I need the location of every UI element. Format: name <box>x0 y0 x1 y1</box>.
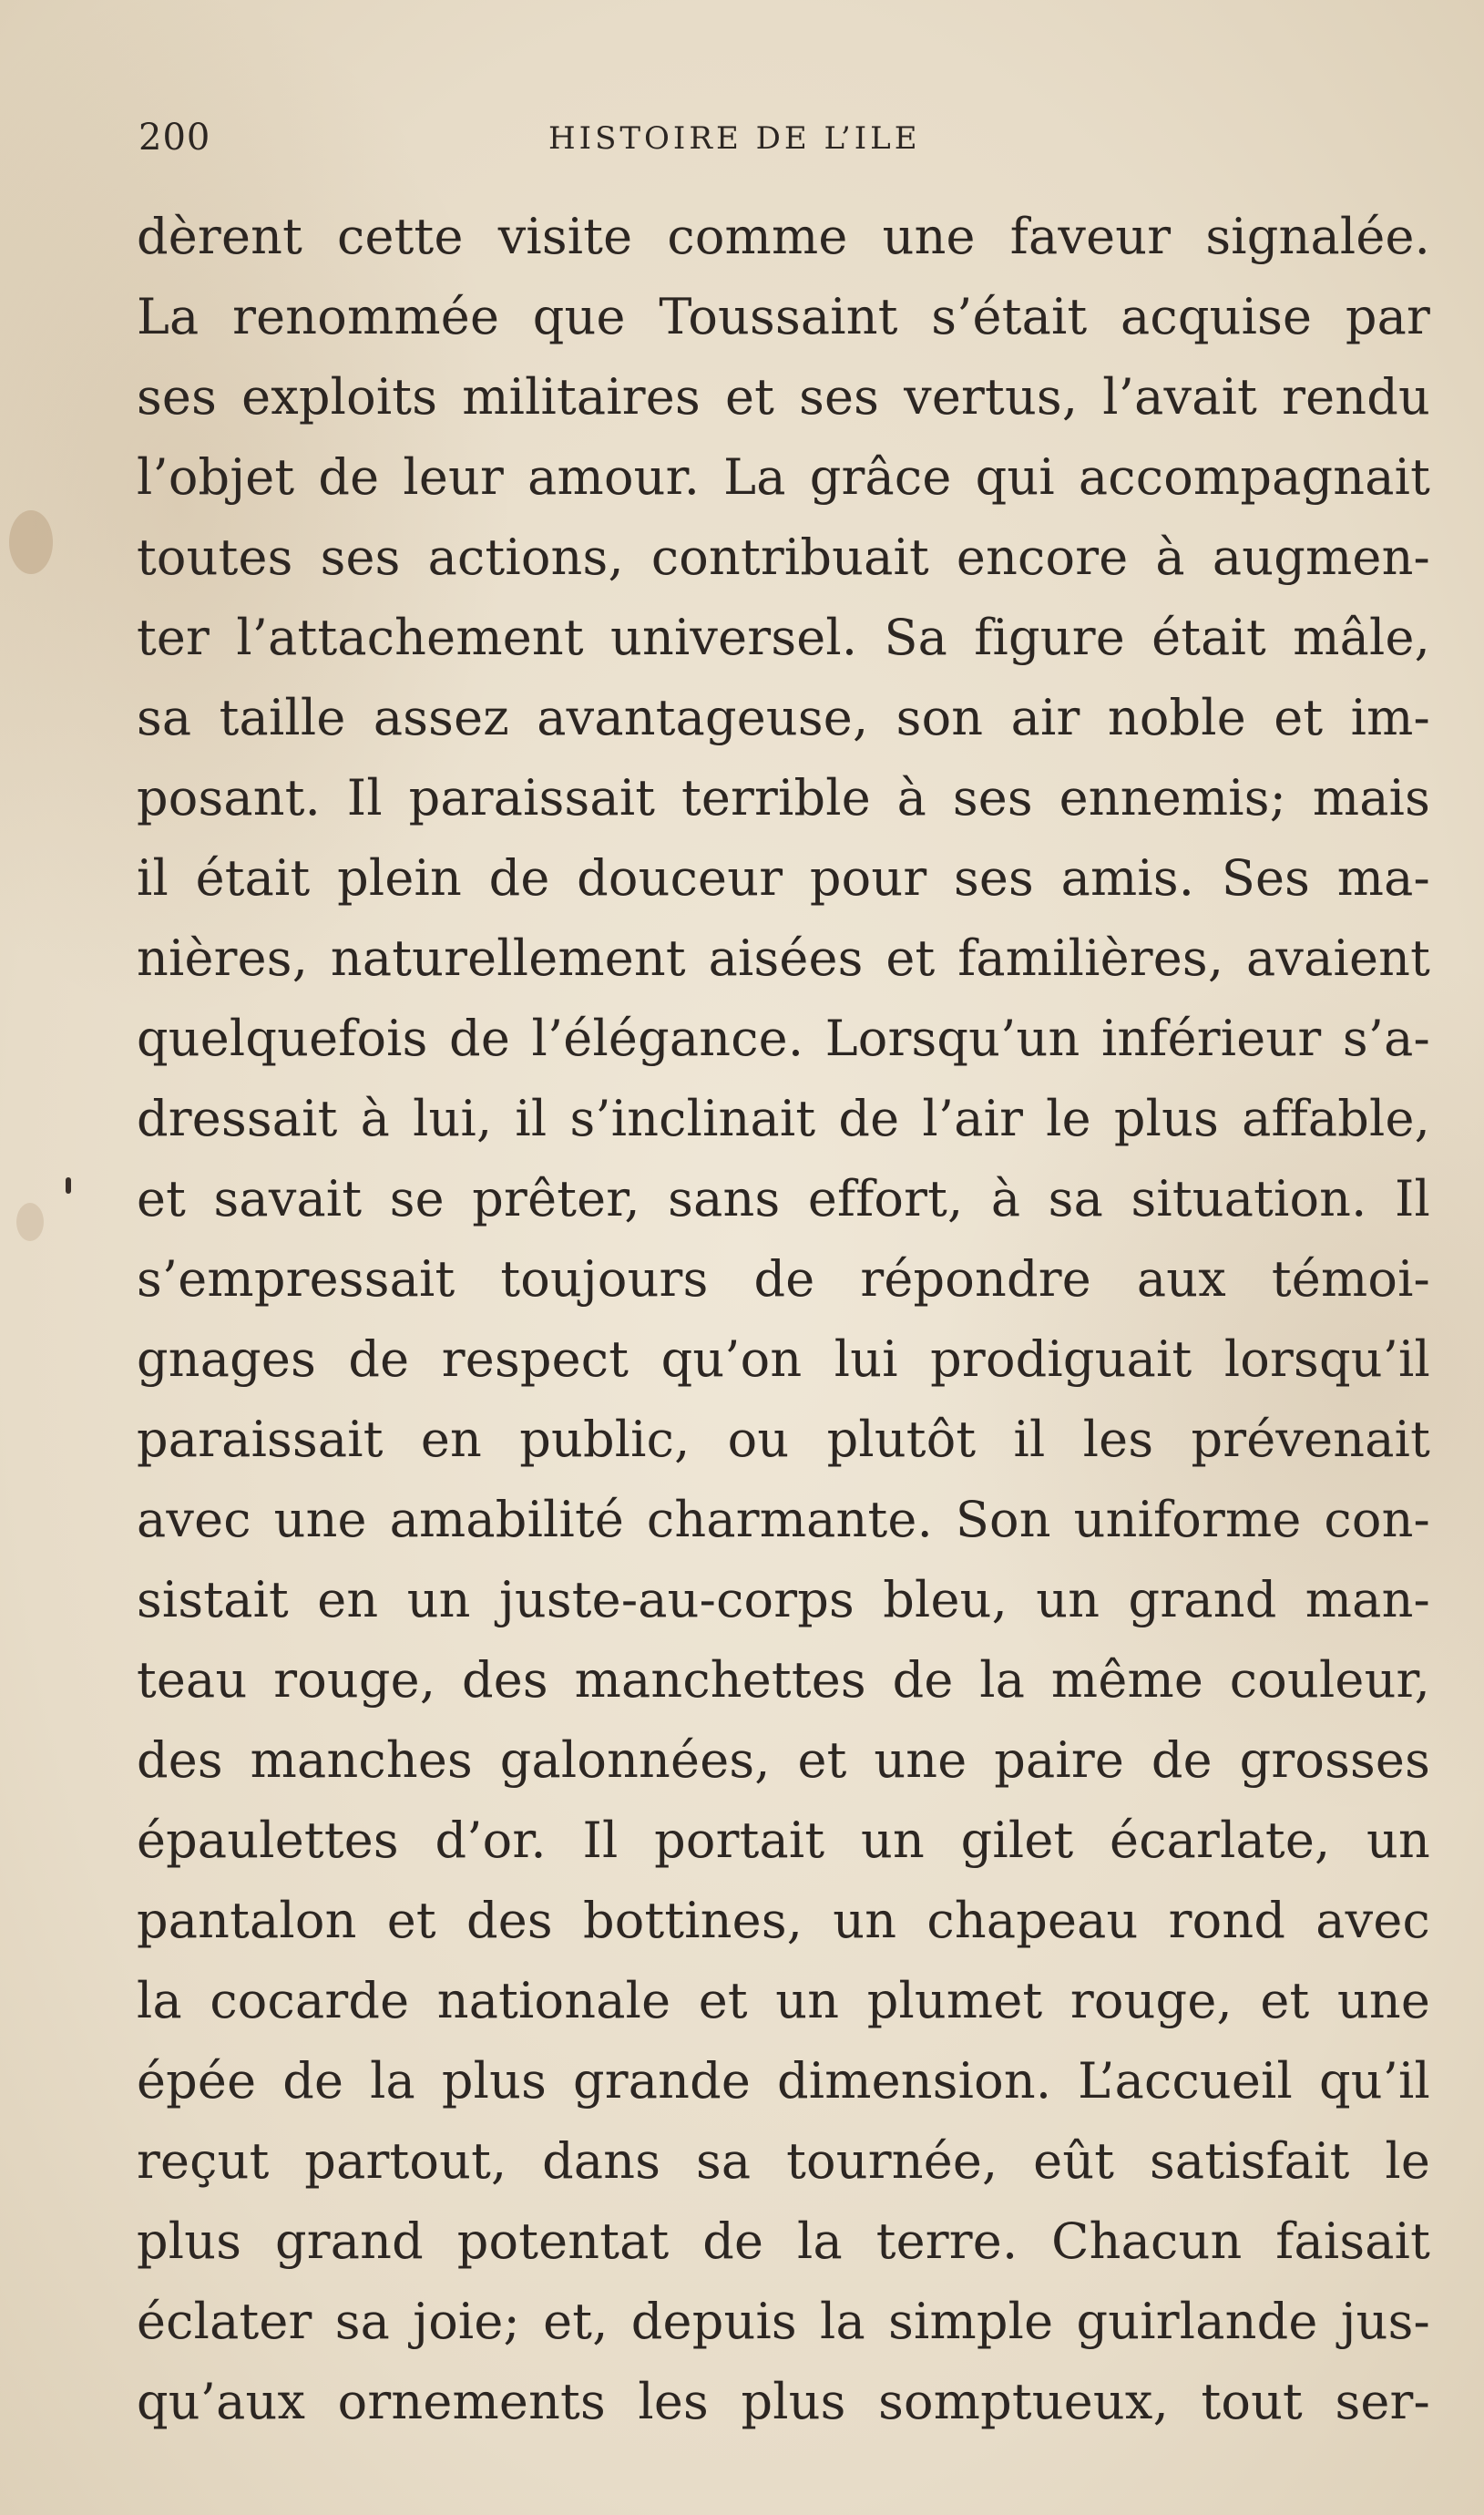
text-line: la cocarde nationale et un plumet rouge, et une <box>137 1972 1430 2029</box>
text-line: nières, naturellement aisées et familières, avaient <box>137 929 1430 987</box>
text-line: qu’aux ornements les plus somptueux, tout ser- <box>137 2373 1430 2430</box>
text-line: s’empressait toujours de répondre aux témoi- <box>137 1250 1430 1308</box>
text-line: épaulettes d’or. Il portait un gilet écarlate, un <box>137 1812 1430 1869</box>
text-line: reçut partout, dans sa tournée, eût satisfait le <box>137 2132 1430 2190</box>
text-line: La renommée que Toussaint s’était acquise par <box>137 288 1430 345</box>
text-line: il était plein de douceur pour ses amis. Ses ma- <box>137 849 1430 907</box>
text-line: sa taille assez avantageuse, son air noble et im- <box>137 689 1430 746</box>
text-line: épée de la plus grande dimension. L’accueil qu’il <box>137 2052 1430 2110</box>
text-line: quelquefois de l’élégance. Lorsqu’un inférieur s’a- <box>137 1010 1430 1067</box>
paper-stain <box>16 1203 44 1241</box>
text-line: paraissait en public, ou plutôt il les prévenait <box>137 1411 1430 1468</box>
text-line: des manches galonnées, et une paire de grosses <box>137 1731 1430 1789</box>
text-line: toutes ses actions, contribuait encore à augmen- <box>137 529 1430 586</box>
text-line: ses exploits militaires et ses vertus, l’avait rendu <box>137 368 1430 426</box>
running-header <box>138 117 1432 171</box>
text-line: dressait à lui, il s’inclinait de l’air le plus affable, <box>137 1090 1430 1147</box>
paper-stain <box>9 510 53 574</box>
text-line: gnages de respect qu’on lui prodiguait lorsqu’il <box>137 1330 1430 1388</box>
page-number: 200 <box>138 117 211 159</box>
text-line: l’objet de leur amour. La grâce qui accompagnait <box>137 448 1430 506</box>
text-line: dèrent cette visite comme une faveur signalée. <box>137 208 1430 265</box>
text-line: et savait se prêter, sans effort, à sa situation. Il <box>137 1170 1430 1227</box>
text-line: sistait en un juste-au-corps bleu, un grand man- <box>137 1571 1430 1628</box>
text-line: teau rouge, des manchettes de la même couleur, <box>137 1651 1430 1709</box>
margin-mark <box>66 1177 71 1194</box>
text-line: posant. Il paraissait terrible à ses ennemis; mais <box>137 769 1430 826</box>
text-line: avec une amabilité charmante. Son uniforme con- <box>137 1491 1430 1548</box>
text-line: ter l’attachement universel. Sa figure était mâle, <box>137 609 1430 666</box>
text-line: pantalon et des bottines, un chapeau rond avec <box>137 1892 1430 1949</box>
text-line: éclater sa joie; et, depuis la simple guirlande jus- <box>137 2293 1430 2350</box>
body-text <box>137 197 1430 2442</box>
text-line: plus grand potentat de la terre. Chacun faisait <box>137 2212 1430 2270</box>
running-title: HISTOIRE DE L’ILE <box>548 120 921 157</box>
